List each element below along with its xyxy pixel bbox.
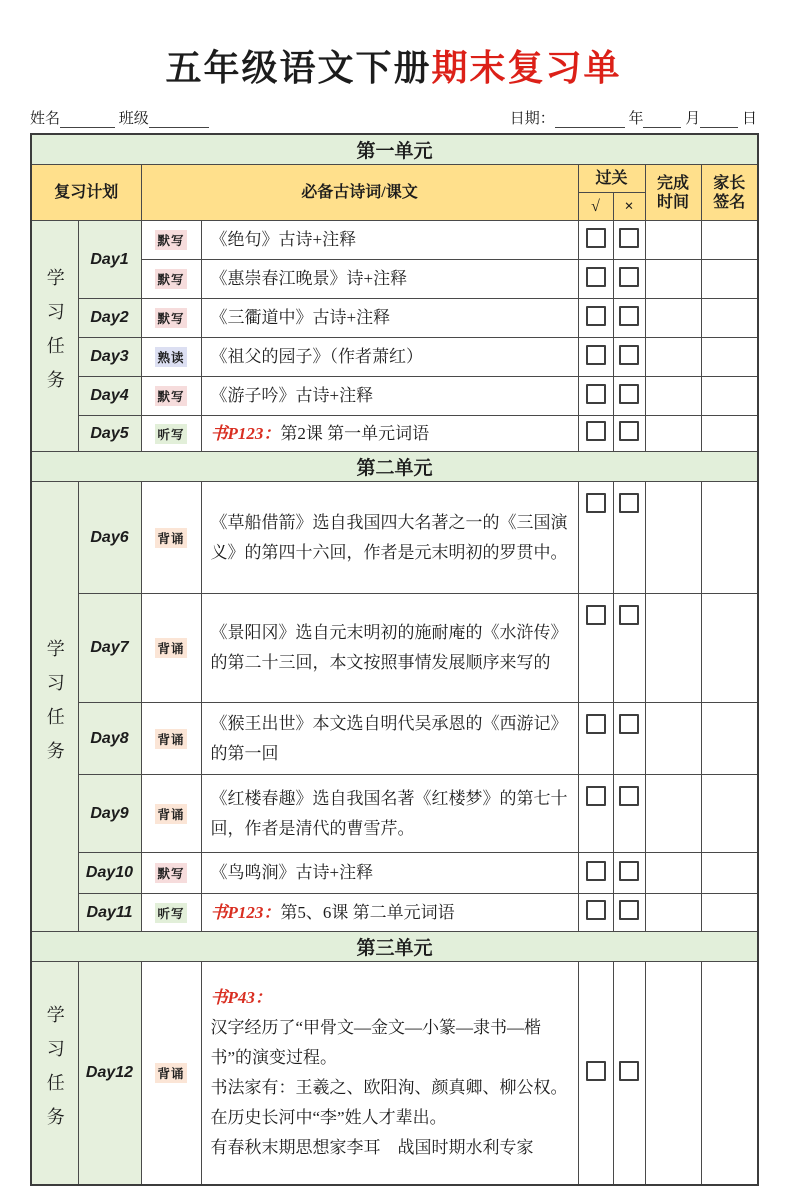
review-table	[30, 133, 759, 1186]
day-cell: Day8	[78, 703, 141, 775]
year-label: 年	[628, 111, 644, 127]
content-line: 在历史长河中“李”姓人才辈出。	[210, 1108, 447, 1127]
task-text-main: 《游子吟》古诗+注释	[210, 386, 374, 405]
fail-checkbox[interactable]	[619, 900, 639, 920]
task-tag: 默写	[155, 386, 186, 406]
task-text-main: 《草船借箭》选自我国四大名著之一的《三国演义》的第四十六回，作者是元末明初的罗贯中。	[210, 512, 568, 562]
time-cell[interactable]	[645, 260, 701, 299]
header-time	[645, 165, 701, 221]
pass-checkbox-cell	[578, 221, 613, 260]
pass-checkbox[interactable]	[586, 1061, 606, 1081]
task-tag: 听写	[155, 424, 186, 444]
fail-checkbox[interactable]	[619, 345, 639, 365]
sign-cell[interactable]	[701, 377, 758, 416]
day-cell: Day11	[78, 894, 141, 932]
header-pass: 过关	[578, 165, 645, 193]
date-day-blank[interactable]	[700, 112, 738, 128]
task-text-main: 《绝句》古诗+注释	[210, 230, 357, 249]
header-plan: 复习计划	[31, 165, 141, 221]
task-text	[201, 377, 578, 416]
fail-checkbox-cell	[613, 482, 645, 594]
task-tag: 背诵	[155, 638, 186, 658]
day-cell: Day1	[78, 221, 141, 299]
tag-cell	[141, 775, 201, 853]
day-label: 日	[741, 111, 757, 127]
task-text	[201, 482, 578, 594]
sign-cell[interactable]	[701, 482, 758, 594]
day-cell: Day4	[78, 377, 141, 416]
task-tag: 背诵	[155, 528, 186, 548]
task-text-main: 《祖父的园子》（作者萧红）	[210, 347, 423, 366]
name-blank-field[interactable]	[60, 112, 115, 128]
header-content: 必备古诗词/课文	[141, 165, 578, 221]
task-tag: 默写	[155, 269, 186, 289]
day-cell: Day9	[78, 775, 141, 853]
task-text	[201, 594, 578, 703]
meta-line	[30, 107, 757, 128]
pass-checkbox[interactable]	[586, 786, 606, 806]
time-cell[interactable]	[645, 299, 701, 338]
sign-cell[interactable]	[701, 894, 758, 932]
tag-cell	[141, 853, 201, 894]
pass-checkbox-cell	[578, 894, 613, 932]
fail-checkbox[interactable]	[619, 228, 639, 248]
time-cell[interactable]	[645, 338, 701, 377]
fail-checkbox[interactable]	[619, 384, 639, 404]
task-text	[201, 299, 578, 338]
side-label: 学习任务	[44, 268, 65, 404]
task-text	[201, 260, 578, 299]
task-text-main: 《三衢道中》古诗+注释	[210, 308, 391, 327]
title-black: 五年级语文下册	[165, 48, 432, 88]
tag-cell	[141, 482, 201, 594]
pass-checkbox[interactable]	[586, 605, 606, 625]
fail-checkbox[interactable]	[619, 267, 639, 287]
task-text-main: 《景阳冈》选自元末明初的施耐庵的《水浒传》的第二十三回，本文按照事情发展顺序来写的	[210, 623, 568, 672]
task-text	[201, 221, 578, 260]
class-blank-field[interactable]	[149, 112, 209, 128]
pass-checkbox-cell	[578, 482, 613, 594]
header-pass-no: ×	[613, 193, 645, 221]
date-label: 日期：	[509, 111, 555, 127]
header-sign-line2: 签名	[713, 193, 746, 211]
pass-checkbox[interactable]	[586, 900, 606, 920]
fail-checkbox[interactable]	[619, 421, 639, 441]
tag-cell	[141, 962, 201, 1186]
fail-checkbox-cell	[613, 299, 645, 338]
pass-checkbox[interactable]	[586, 384, 606, 404]
pass-checkbox[interactable]	[586, 421, 606, 441]
day-cell: Day6	[78, 482, 141, 594]
task-tag: 背诵	[155, 1063, 186, 1083]
date-group	[510, 107, 757, 128]
day-cell: Day7	[78, 594, 141, 703]
fail-checkbox[interactable]	[619, 786, 639, 806]
side-label: 学习任务	[44, 1005, 65, 1141]
header-time-line2: 时间	[656, 193, 689, 211]
pass-checkbox-cell	[578, 338, 613, 377]
pass-checkbox-cell	[578, 853, 613, 894]
fail-checkbox[interactable]	[619, 306, 639, 326]
day-cell: Day12	[78, 962, 141, 1186]
fail-checkbox-cell	[613, 594, 645, 703]
task-tag: 听写	[155, 903, 186, 923]
fail-checkbox-cell	[613, 853, 645, 894]
fail-checkbox-cell	[613, 338, 645, 377]
header-sign-line1: 家长	[713, 174, 746, 192]
page-title	[30, 40, 757, 91]
task-text	[201, 338, 578, 377]
task-text-page-ref: 书P123：	[210, 902, 281, 922]
pass-checkbox-cell	[578, 260, 613, 299]
task-text	[201, 962, 578, 1186]
time-cell[interactable]	[645, 416, 701, 452]
fail-checkbox-cell	[613, 260, 645, 299]
title-red: 期末复习单	[431, 48, 622, 88]
date-month-blank[interactable]	[643, 112, 681, 128]
pass-checkbox[interactable]	[586, 493, 606, 513]
time-cell[interactable]	[645, 594, 701, 703]
fail-checkbox[interactable]	[619, 714, 639, 734]
day-cell: Day5	[78, 416, 141, 452]
side-label-cell	[31, 482, 78, 932]
name-class-group	[30, 107, 209, 128]
task-tag: 默写	[155, 308, 186, 328]
content-line: 有春秋末期思想家李耳 战国时期水利专家	[210, 1138, 534, 1157]
pass-checkbox-cell	[578, 416, 613, 452]
class-label: 班级	[118, 111, 149, 127]
pass-checkbox[interactable]	[586, 714, 606, 734]
sign-cell[interactable]	[701, 962, 758, 1186]
section-header-unit1: 第一单元	[31, 134, 758, 165]
sign-cell[interactable]	[701, 260, 758, 299]
fail-checkbox[interactable]	[619, 493, 639, 513]
tag-cell	[141, 703, 201, 775]
sign-cell[interactable]	[701, 594, 758, 703]
content-line: 汉字经历了“甲骨文—金文—小篆—隶书—楷书”的演变过程。	[210, 1018, 542, 1067]
header-pass-yes: √	[578, 193, 613, 221]
task-text-main: 《惠崇春江晚景》诗+注释	[210, 269, 408, 288]
tag-cell	[141, 338, 201, 377]
task-text	[201, 853, 578, 894]
task-tag: 背诵	[155, 804, 186, 824]
sign-cell[interactable]	[701, 775, 758, 853]
task-tag: 默写	[155, 863, 186, 883]
time-cell[interactable]	[645, 962, 701, 1186]
day-cell: Day3	[78, 338, 141, 377]
time-cell[interactable]	[645, 894, 701, 932]
sign-cell[interactable]	[701, 299, 758, 338]
fail-checkbox-cell	[613, 894, 645, 932]
time-cell[interactable]	[645, 377, 701, 416]
task-text	[201, 703, 578, 775]
sign-cell[interactable]	[701, 853, 758, 894]
pass-checkbox-cell	[578, 377, 613, 416]
time-cell[interactable]	[645, 703, 701, 775]
month-label: 月	[685, 111, 701, 127]
sign-cell[interactable]	[701, 703, 758, 775]
fail-checkbox-cell	[613, 416, 645, 452]
fail-checkbox-cell	[613, 377, 645, 416]
tag-cell	[141, 260, 201, 299]
pass-checkbox[interactable]	[586, 861, 606, 881]
tag-cell	[141, 594, 201, 703]
task-text-main: 《红楼春趣》选自我国名著《红楼梦》的第七十回，作者是清代的曹雪芹。	[210, 788, 568, 838]
task-text-page-ref: 书P123：	[210, 423, 281, 443]
fail-checkbox-cell	[613, 703, 645, 775]
date-year-blank[interactable]	[555, 112, 625, 128]
task-text-main: 第5、6课 第二单元词语	[280, 902, 455, 922]
tag-cell	[141, 894, 201, 932]
side-label-cell	[31, 221, 78, 452]
fail-checkbox[interactable]	[619, 1061, 639, 1081]
task-tag: 默写	[155, 230, 186, 250]
sign-cell[interactable]	[701, 416, 758, 452]
fail-checkbox-cell	[613, 775, 645, 853]
side-label: 学习任务	[44, 638, 65, 775]
task-text	[201, 894, 578, 932]
tag-cell	[141, 377, 201, 416]
task-tag: 背诵	[155, 729, 186, 749]
task-text	[201, 416, 578, 452]
task-text-main: 第2课 第一单元词语	[280, 423, 430, 443]
content-line: 书法家有：王羲之、欧阳洵、颜真卿、柳公权。	[210, 1078, 568, 1097]
day-cell: Day2	[78, 299, 141, 338]
tag-cell	[141, 221, 201, 260]
pass-checkbox-cell	[578, 299, 613, 338]
task-text-main: 《猴王出世》本文选自明代吴承恩的《西游记》的第一回	[210, 713, 568, 763]
side-label-cell	[31, 962, 78, 1186]
name-label: 姓名	[30, 111, 61, 127]
time-cell[interactable]	[645, 853, 701, 894]
pass-checkbox-cell	[578, 775, 613, 853]
tag-cell	[141, 299, 201, 338]
pass-checkbox-cell	[578, 703, 613, 775]
header-time-line1: 完成	[656, 174, 689, 192]
tag-cell	[141, 416, 201, 452]
fail-checkbox-cell	[613, 221, 645, 260]
section-header-unit3: 第三单元	[31, 932, 758, 962]
task-text-page-ref: 书P43：	[210, 988, 272, 1007]
pass-checkbox[interactable]	[586, 306, 606, 326]
task-text-main: 《鸟鸣涧》古诗+注释	[210, 863, 374, 882]
time-cell[interactable]	[645, 775, 701, 853]
pass-checkbox[interactable]	[586, 228, 606, 248]
section-header-unit2: 第二单元	[31, 452, 758, 482]
sign-cell[interactable]	[701, 221, 758, 260]
fail-checkbox[interactable]	[619, 861, 639, 881]
task-text	[201, 775, 578, 853]
pass-checkbox-cell	[578, 962, 613, 1186]
fail-checkbox-cell	[613, 962, 645, 1186]
task-tag: 熟读	[155, 347, 186, 367]
pass-checkbox[interactable]	[586, 345, 606, 365]
fail-checkbox[interactable]	[619, 605, 639, 625]
day-cell: Day10	[78, 853, 141, 894]
time-cell[interactable]	[645, 221, 701, 260]
pass-checkbox[interactable]	[586, 267, 606, 287]
pass-checkbox-cell	[578, 594, 613, 703]
sign-cell[interactable]	[701, 338, 758, 377]
header-sign	[701, 165, 758, 221]
time-cell[interactable]	[645, 482, 701, 594]
